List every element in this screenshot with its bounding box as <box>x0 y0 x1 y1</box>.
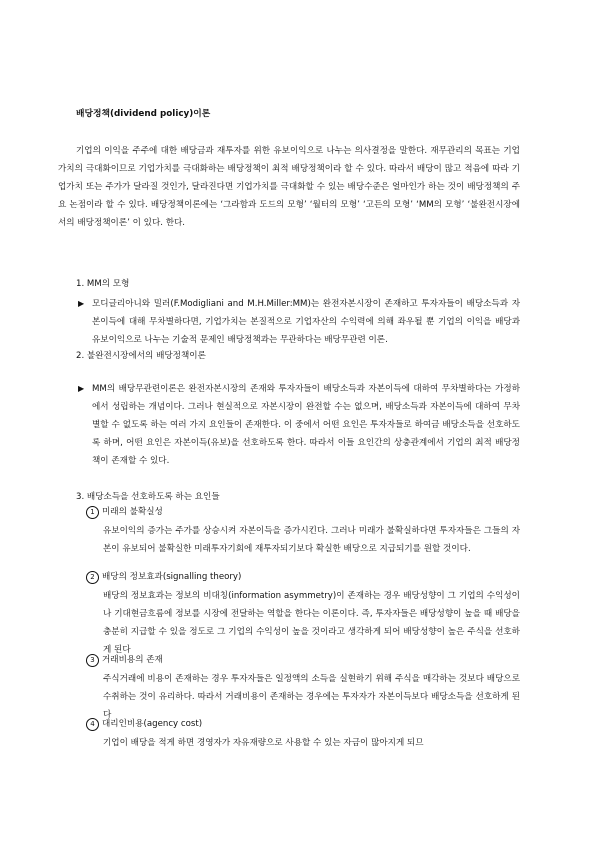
intro-paragraph: 기업의 이익을 주주에 대한 배당금과 재투자를 위한 유보이익으로 나누는 의사결정을 말한다. 재무관리의 목표는 기업가치의 극대화이므로 기업가치를 극대화하는 배당정책이 최적 배당정책이라 할 수 있다. 따라서 배당이 많고 적음에 따라 기업가치 또는 주가가 달라질 것인가, 달라진다면 기업가치를 극대화할 수 있는 배당수준은 얼마인가 하는 것이 배당정책의 주요 논점이라 할 수 있다. 배당정책이론에는 ‘그라함과 도드의 모형’ ‘월터의 모형’ ‘고든의 모형’ ‘MM의 모형’ ‘불완전시장에서의 배당정책이론’ 이 있다. 한다. <box>58 146 520 228</box>
circled-number-icon: 4 <box>86 718 99 731</box>
factor-label: 배당의 정보효과(signalling theory) <box>102 572 242 583</box>
mm-model-text: 모디글리아니와 밀러(F.Modigliani and M.H.Miller:MM)는 완전자본시장이 존재하고 투자자들이 배당소득과 자본이득에 대해 무차별하다면, 기업가치는 본질적으로 기업자산의 수익력에 의해 좌우될 뿐 기업의 이익을 배당과 유보이익으로 나누는 기술적 문제인 배당정책과는 무관하다는 배당무관련 이론. <box>92 299 520 345</box>
factor-text: 배당의 정보효과는 정보의 비대칭(information asymmetry)이 존재하는 경우 배당성향이 그 기업의 수익성이나 기대현금흐름에 정보를 시장에 전달하는 역할을 한다는 이론이다. 즉, 투자자들은 배당성향이 높을 때 배당을 충분히 지급할 수 있을 정도로 그 기업의 수익성이 높을 것이라고 생각하게 되어 배당성향이 높은 주식을 선호하게 된다 <box>103 591 520 655</box>
page-title: 배당정책(dividend policy)이론 <box>76 109 211 119</box>
circled-number-icon: 1 <box>86 506 99 519</box>
bullet-arrow-icon: ▶ <box>78 384 85 393</box>
factor-label: 미래의 불확실성 <box>102 507 163 518</box>
factor-text: 기업이 배당을 적게 하면 경영자가 자유재량으로 사용할 수 있는 자금이 많아지게 되므 <box>103 738 424 748</box>
section-heading-imperfect-market: 2. 불완전시장에서의 배당정책이론 <box>76 351 206 361</box>
factor-text: 주식거래에 비용이 존재하는 경우 투자자들은 일정액의 소득을 실현하기 위해 주식을 매각하는 것보다 배당으로 수취하는 것이 유리하다. 따라서 거래비용이 존재하는 경우에는 투자자가 자본이득보다 배당소득을 선호하게 된다 <box>103 674 520 720</box>
circled-number-icon: 3 <box>86 654 99 667</box>
factor-label: 대리인비용(agency cost) <box>102 719 203 730</box>
circled-number-icon: 2 <box>86 571 99 584</box>
bullet-arrow-icon: ▶ <box>78 299 85 308</box>
imperfect-market-item <box>78 380 520 470</box>
factor-text: 유보이익의 증가는 주가를 상승시켜 자본이득을 증가시킨다. 그러나 미래가 불확실하다면 투자자들은 그들의 자본이 유보되어 불확실한 미래투자기회에 재투자되기보다 확실한 배당으로 지급되기를 원할 것이다. <box>103 526 520 554</box>
factor-label: 거래비용의 존재 <box>102 655 163 666</box>
section-heading-mm-model: 1. MM의 모형 <box>76 279 130 289</box>
mm-model-item <box>78 295 520 349</box>
imperfect-market-text: MM의 배당무관련이론은 완전자본시장의 존재와 투자자들이 배당소득과 자본이득에 대하여 무차별하다는 가정하에서 성립하는 개념이다. 그러나 현실적으로 자본시장이 완전할 수는 없으며, 배당소득과 자본이득에 대하여 무차별할 수 없도록 하는 여러 가지 요인들이 존재한다. 이 중에서 어떤 요인은 투자자들로 하여금 배당소득을 선호하도록 하며, 어떤 요인은 자본이득(유보)을 선호하도록 한다. 따라서 이들 요인간의 상충관계에서 기업의 최적 배당정책이 존재할 수 있다. <box>92 384 520 466</box>
factor-item-agency-cost <box>86 718 520 752</box>
factor-item-signalling <box>86 571 520 659</box>
factor-item-transaction-cost <box>86 654 520 724</box>
section-heading-dividend-factors: 3. 배당소득을 선호하도록 하는 요인들 <box>76 492 220 502</box>
factor-item-uncertainty <box>86 506 520 558</box>
